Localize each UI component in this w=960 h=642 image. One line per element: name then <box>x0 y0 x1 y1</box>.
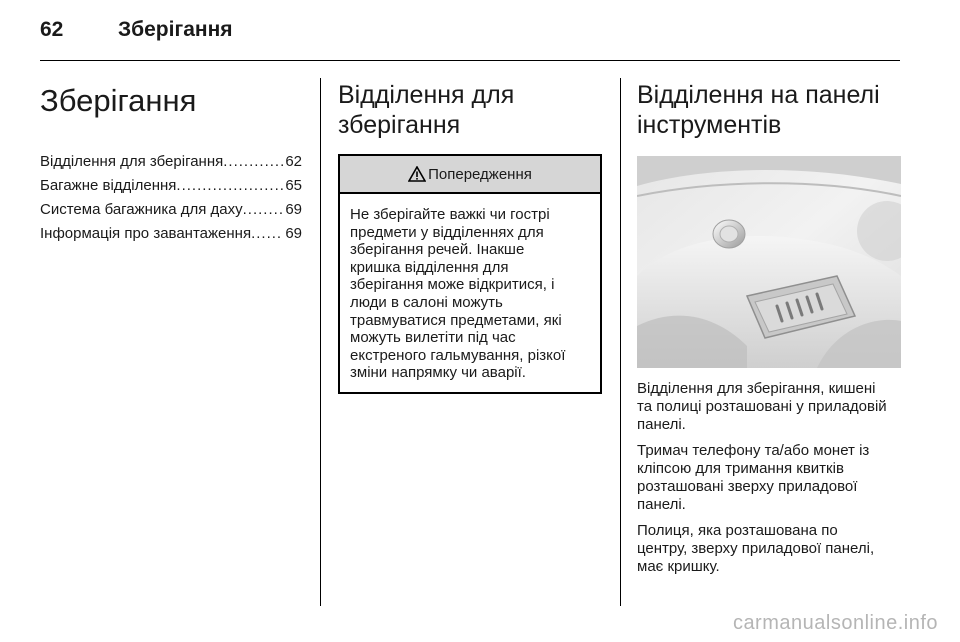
toc-entry-page: 69 <box>285 225 302 242</box>
column-2 <box>338 80 602 394</box>
chapter-title: Зберігання <box>40 83 197 118</box>
section-title-storage <box>338 80 602 140</box>
warning-triangle-icon <box>408 166 426 182</box>
warning-line: люди в салоні можуть <box>350 293 503 311</box>
paragraph-line: та полиці розташовані у приладовій <box>637 398 887 415</box>
paragraph-line: має кришку. <box>637 558 720 575</box>
column-3 <box>637 80 901 584</box>
section-title-line: Відділення на панелі <box>637 81 880 109</box>
toc-leader-dots <box>176 174 283 198</box>
paragraph-line: центру, зверху приладової панелі, <box>637 540 875 557</box>
table-of-contents <box>40 150 302 246</box>
toc-entry-label: Відділення для зберігання <box>40 153 224 170</box>
warning-line: зберігання речей. Інакше <box>350 241 525 259</box>
section-title-instrument-panel <box>637 80 901 140</box>
toc-leader-dots <box>223 150 283 174</box>
toc-entry-label: Система багажника для даху <box>40 201 243 218</box>
toc-entry[interactable] <box>40 174 302 198</box>
warning-line: можуть вилетіти під час <box>350 329 516 347</box>
header-rule <box>40 60 900 61</box>
paragraph-line: Тримач телефону та/або монет із <box>637 442 870 459</box>
paragraph-line: Полиця, яка розташована по <box>637 522 838 539</box>
paragraph <box>637 522 901 576</box>
toc-entry-page: 62 <box>285 153 302 170</box>
paragraph-line: панелі. <box>637 496 686 513</box>
paragraph <box>637 380 901 434</box>
column-divider-1 <box>320 78 321 606</box>
toc-leader-dots <box>251 222 283 246</box>
section-title-line: Відділення для <box>338 81 515 109</box>
paragraph-line: Відділення для зберігання, кишені <box>637 380 876 397</box>
warning-box <box>338 154 602 394</box>
toc-entry[interactable] <box>40 150 302 174</box>
section-title-line: зберігання <box>338 111 461 139</box>
page-number: 62 <box>40 18 64 41</box>
warning-line: травмуватися предметами, які <box>350 311 562 329</box>
paragraph <box>637 442 901 514</box>
paragraph-line: розташовані зверху приладової <box>637 478 858 495</box>
body-text <box>637 380 901 576</box>
instrument-panel-storage-illustration <box>637 156 901 368</box>
toc-entry[interactable] <box>40 222 302 246</box>
toc-entry-label: Інформація про завантаження <box>40 225 252 242</box>
warning-line: екстреного гальмування, різкої <box>350 346 566 364</box>
warning-line: кришка відділення для <box>350 258 509 276</box>
warning-header <box>340 156 600 194</box>
warning-line: предмети у відділеннях для <box>350 223 544 241</box>
column-1 <box>40 82 302 246</box>
toc-leader-dots <box>243 198 284 222</box>
warning-line: Не зберігайте важкі чи гострі <box>350 206 550 223</box>
running-title: Зберігання <box>118 18 233 41</box>
paragraph-line: панелі. <box>637 416 686 433</box>
toc-entry-page: 69 <box>285 201 302 218</box>
paragraph-line: кліпсою для тримання квитків <box>637 460 844 477</box>
toc-entry[interactable] <box>40 198 302 222</box>
watermark: carmanualsonline.info <box>732 612 938 634</box>
warning-line: зміни напрямку чи аварії. <box>350 364 526 382</box>
section-title-line: інструментів <box>637 111 782 139</box>
warning-line: зберігання може відкритися, і <box>350 276 555 294</box>
toc-entry-label: Багажне відділення <box>40 177 177 194</box>
column-divider-2 <box>620 78 621 606</box>
warning-text <box>340 194 600 392</box>
warning-title: Попередження <box>428 165 532 183</box>
toc-entry-page: 65 <box>285 177 302 194</box>
